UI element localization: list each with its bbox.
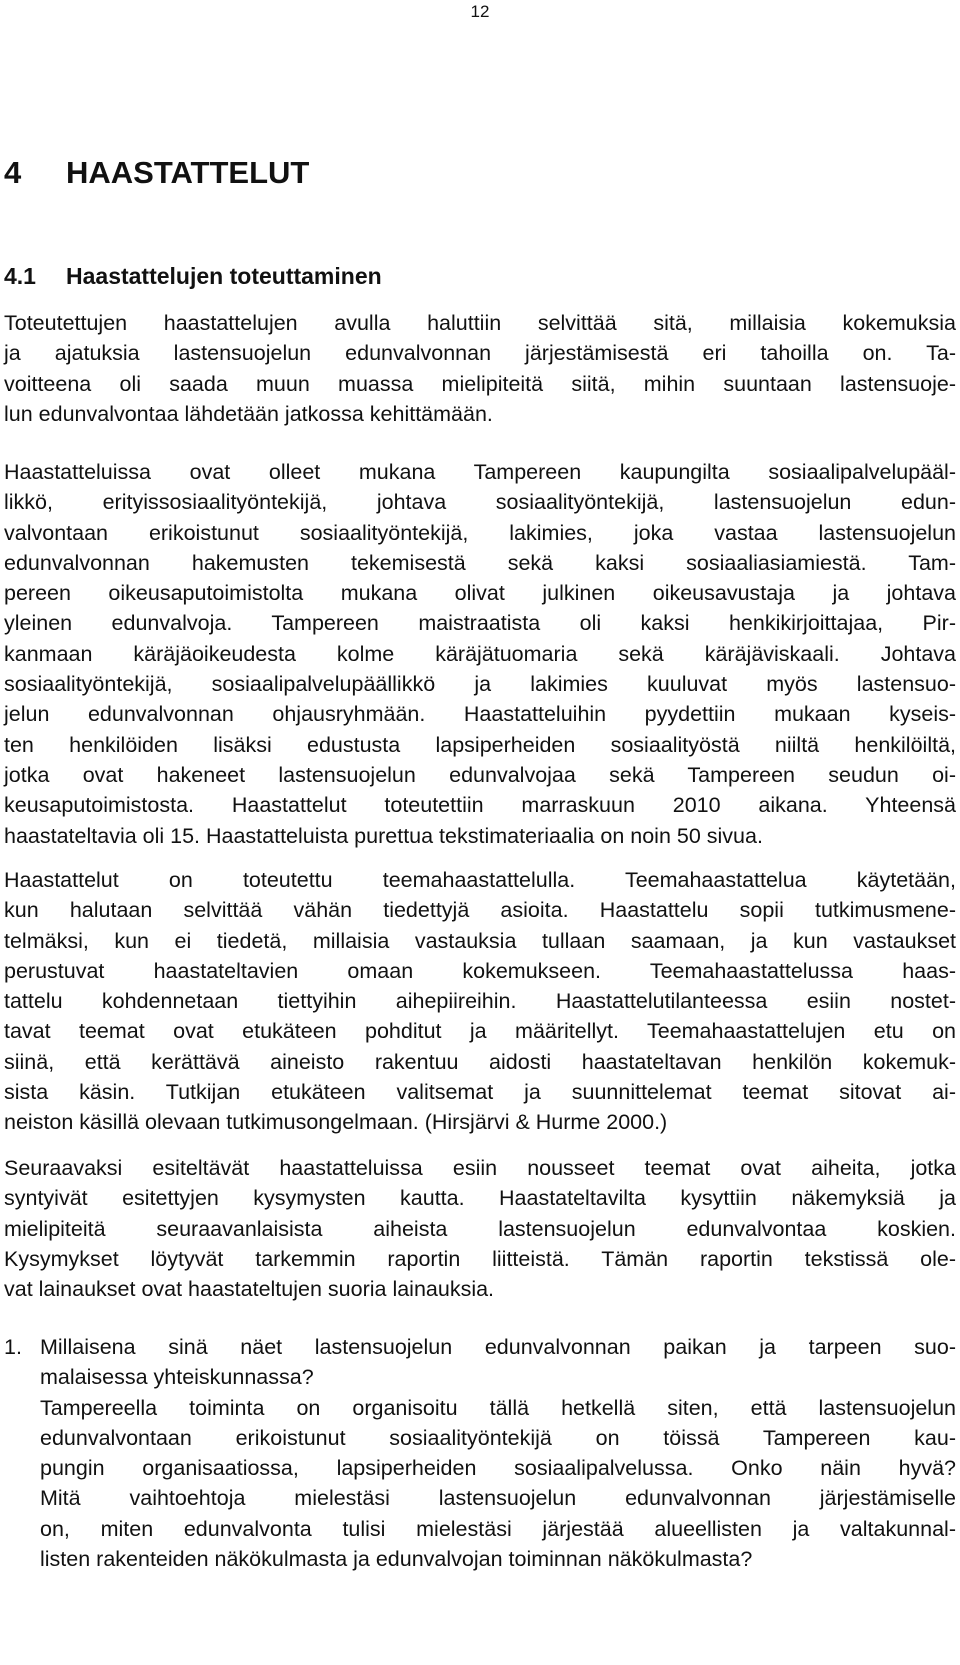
paragraph-4 <box>4 1153 956 1304</box>
text-line: pereen oikeusaputoimistolta mukana olivat julkinen oikeusavustaja ja johtava <box>4 581 956 606</box>
text-line: tattelu kohdennetaan tiettyihin aihepiireihin. Haastattelutilanteessa esiin nostet- <box>4 989 956 1014</box>
text-line: kanmaan käräjäoikeudesta kolme käräjätuomaria sekä käräjäviskaali. Johtava <box>4 641 956 666</box>
text-line: ja ajatuksia lastensuojelun edunvalvonnan järjestämisestä eri tahoilla on. Ta- <box>4 341 956 366</box>
text-line: tavat teemat ovat etukäteen pohditut ja määritellyt. Teemahaastattelujen etu on <box>4 1019 956 1044</box>
text-line: listen rakenteiden näkökulmasta ja edunvalvojan toiminnan näkökulmasta? <box>40 1547 753 1572</box>
paragraph-1 <box>4 308 956 429</box>
text-line: ten henkilöiden lisäksi edustusta lapsiperheiden sosiaalityöstä niiltä henkilöiltä, <box>4 732 956 757</box>
paragraph-2 <box>4 457 956 851</box>
text-line: keusaputoimistosta. Haastattelut toteutettiin marraskuun 2010 aikana. Yhteensä <box>4 793 956 818</box>
text-line: Mitä vaihtoehtoja mielestäsi lastensuojelun edunvalvonnan järjestämiselle <box>40 1486 956 1511</box>
text-line: mielipiteitä seuraavanlaisista aiheista lastensuojelun edunvalvontaa koskien. <box>4 1216 956 1241</box>
list-item <box>4 1332 956 1574</box>
text-line: vat lainaukset ovat haastateltujen suoria lainauksia. <box>4 1277 495 1302</box>
text-line: edunvalvonnan hakemusten tekemisestä sekä kaksi sosiaaliasiamiestä. Tam- <box>4 550 956 575</box>
text-line: siinä, että kerättävä aineisto rakentuu aidosti haastateltavan henkilön kokemuk- <box>4 1049 956 1074</box>
text-line: voitteena oli saada muun muassa mielipiteitä siitä, mihin suuntaan lastensuoje- <box>4 371 956 396</box>
chapter-heading <box>4 155 309 191</box>
text-line: yleinen edunvalvoja. Tampereen maistraatista oli kaksi henkikirjoittajaa, Pir- <box>4 611 956 636</box>
text-line: valvontaan erikoistunut sosiaalityöntekijä, lakimies, joka vastaa lastensuojelun <box>4 520 956 545</box>
page-number: 12 <box>470 2 490 21</box>
text-line: syntyivät esitettyjen kysymysten kautta. Haastateltavilta kysyttiin näkemyksiä ja <box>4 1186 956 1211</box>
text-line: telmäksi, kun ei tiedetä, millaisia vastauksia tullaan saamaan, ja kun vastaukset <box>4 928 956 953</box>
text-line: Toteutettujen haastattelujen avulla haluttiin selvittää sitä, millaisia kokemuksia <box>4 311 956 335</box>
section-number: 4.1 <box>4 263 36 289</box>
text-line: Tampereella toiminta on organisoitu tällä hetkellä siten, että lastensuojelun <box>40 1395 956 1420</box>
section-title: Haastattelujen toteuttaminen <box>66 263 382 289</box>
text-line: Kysymykset löytyvät tarkemmin raportin liitteistä. Tämän raportin tekstissä ole- <box>4 1246 956 1271</box>
text-line: Haastattelut on toteutettu teemahaastattelulla. Teemahaastattelua käytetään, <box>4 868 956 892</box>
text-line: Haastatteluissa ovat olleet mukana Tampereen kaupungilta sosiaalipalvelupääl- <box>4 460 956 484</box>
text-line: likkö, erityissosiaalityöntekijä, johtava sosiaalityöntekijä, lastensuojelun edun- <box>4 490 956 515</box>
list-item-content <box>40 1332 956 1574</box>
text-line: on, miten edunvalvonta tulisi mielestäsi järjestää alueellisten ja valtakunnal- <box>40 1516 956 1541</box>
text-line: lun edunvalvontaa lähdetään jatkossa kehittämään. <box>4 401 493 426</box>
paragraph-3 <box>4 865 956 1138</box>
text-line: neiston käsillä olevaan tutkimusongelmaan. (Hirsjärvi & Hurme 2000.) <box>4 1110 668 1135</box>
text-line: sosiaalityöntekijä, sosiaalipalvelupäällikkö ja lakimies kuuluvat myös lastensuo- <box>4 672 956 697</box>
text-line: jotka ovat hakeneet lastensuojelun edunvalvojaa sekä Tampereen seudun oi- <box>4 762 956 787</box>
text-line: kun halutaan selvittää vähän tiedettyjä asioita. Haastattelu sopii tutkimusmene- <box>4 898 956 923</box>
text-line: sista käsin. Tutkijan etukäteen valitsemat ja suunnittelemat teemat sitovat ai- <box>4 1080 956 1105</box>
text-line: edunvalvontaan erikoistunut sosiaalityöntekijä on töissä Tampereen kau- <box>40 1425 956 1450</box>
text-line: Millaisena sinä näet lastensuojelun edunvalvonnan paikan ja tarpeen suo- <box>40 1335 956 1359</box>
text-line: haastateltavia oli 15. Haastatteluista purettua tekstimateriaalia on noin 50 sivua. <box>4 823 763 848</box>
chapter-title: HAASTATTELUT <box>66 155 310 190</box>
text-line: jelun edunvalvonnan ohjausryhmään. Haastatteluihin pyydettiin mukaan kyseis- <box>4 702 956 727</box>
text-line: malaisessa yhteiskunnassa? <box>40 1365 314 1390</box>
list-marker: 1. <box>4 1335 22 1359</box>
text-line: perustuvat haastateltavien omaan kokemukseen. Teemahaastattelussa haas- <box>4 958 956 983</box>
chapter-number: 4 <box>4 155 22 190</box>
section-heading <box>4 262 382 290</box>
text-line: Seuraavaksi esiteltävät haastatteluissa esiin nousseet teemat ovat aiheita, jotka <box>4 1156 956 1180</box>
text-line: pungin organisaatiossa, lapsiperheiden sosiaalipalvelussa. Onko näin hyvä? <box>40 1456 956 1481</box>
